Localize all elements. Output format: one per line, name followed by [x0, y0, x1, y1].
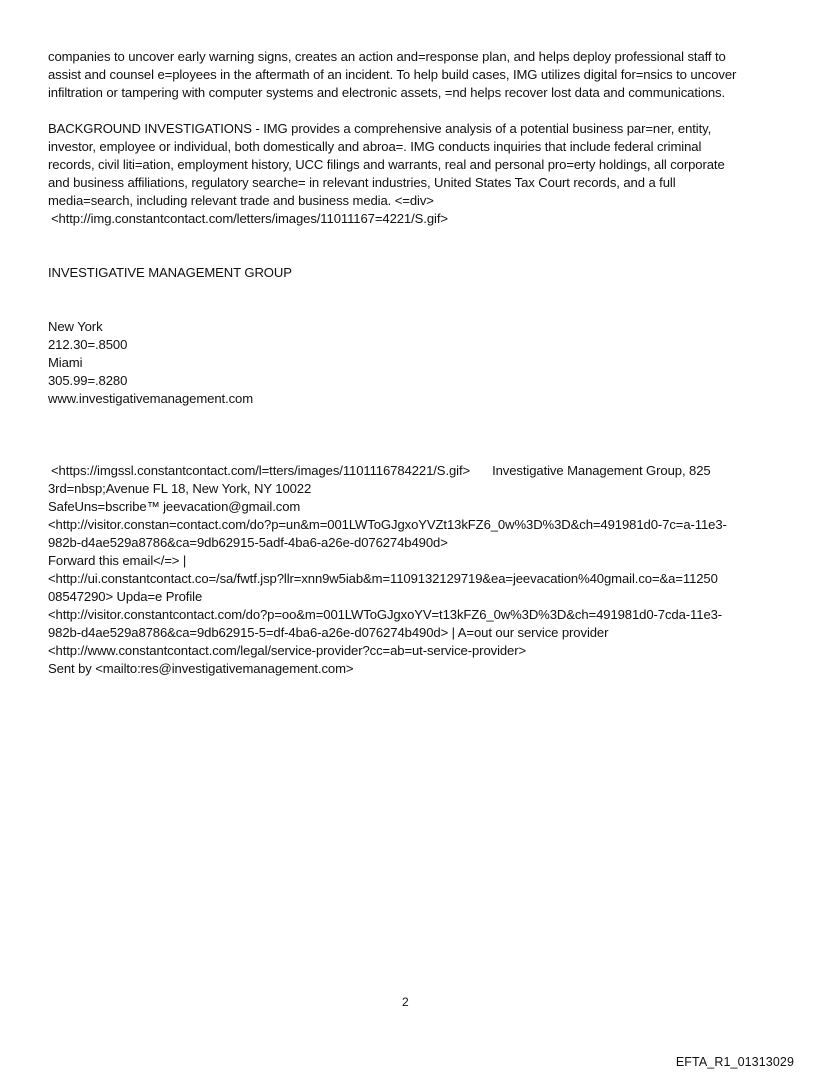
- intro-line: companies to uncover early warning signs, creates an action and=response plan, and helps deploy professional staff to: [48, 49, 726, 64]
- paragraph-spacer: [48, 282, 778, 318]
- contact-phone-miami: 305.99=.8280: [48, 373, 128, 388]
- footer-forward-url: <http://ui.constantcontact.co=/sa/fwtf.jsp?llr=xnn9w5iab&m=1109132129719&ea=jeevacation%40gmail.co=&a=11250: [48, 571, 718, 586]
- footer-address-line: 3rd=nbsp;Avenue FL 18, New York, NY 10022: [48, 481, 312, 496]
- contact-phone-new-york: 212.30=.8500: [48, 337, 128, 352]
- document-id: EFTA_R1_01313029: [675, 1055, 794, 1069]
- footer-image-url: <https://imgssl.constantcontact.com/l=tters/images/1101116784221/S.gif>: [51, 463, 471, 478]
- background-line: and business affiliations, regulatory searche= in relevant industries, United States Tax Court records, and a full: [48, 175, 676, 190]
- background-line: records, civil liti=ation, employment history, UCC filings and warrants, real and personal pro=erty holdings, all corporate: [48, 157, 725, 172]
- footer-first-line: [48, 462, 778, 480]
- footer-unsubscribe-url: <http://visitor.constan=contact.com/do?p=un&m=001LWToGJgxoYVZt13kFZ6_0w%3D%3D&ch=491981d0-7c=a-11e3-: [48, 517, 727, 532]
- footer-sent-by: Sent by <mailto:res@investigativemanagement.com>: [48, 661, 354, 676]
- footer-unsubscribe-line: SafeUns=bscribe™ jeevacation@gmail.com: [48, 499, 301, 514]
- footer-update-profile: 08547290> Upda=e Profile: [48, 589, 203, 604]
- background-line: media=search, including relevant trade and business media. <=div>: [48, 193, 434, 208]
- footer-service-provider-url: <http://www.constantcontact.com/legal/service-provider?cc=ab=ut-service-provider>: [48, 643, 527, 658]
- paragraph-spacer: [48, 228, 778, 264]
- email-body: [48, 48, 778, 678]
- contact-block: [48, 318, 778, 408]
- intro-paragraph: [48, 48, 778, 102]
- background-line: investor, employee or individual, both domestically and abroa=. IMG conducts inquiries that include federal criminal: [48, 139, 702, 154]
- background-line: BACKGROUND INVESTIGATIONS - IMG provides a comprehensive analysis of a potential business par=ner, entity,: [48, 121, 712, 136]
- paragraph-spacer: [48, 102, 778, 120]
- footer-company-address-start: Investigative Management Group, 825: [492, 463, 711, 478]
- footer-service-provider: 982b-d4ae529a8786&ca=9db62915-5=df-4ba6-a26e-d076274b490d> | A=out our service provider: [48, 625, 609, 640]
- contact-website: www.investigativemanagement.com: [48, 391, 254, 406]
- footer-forward-email: Forward this email</=> |: [48, 553, 187, 568]
- email-footer: [48, 462, 778, 678]
- paragraph-spacer: [48, 408, 778, 462]
- contact-city-miami: Miami: [48, 355, 83, 370]
- page-number: 2: [402, 995, 409, 1009]
- background-investigations-paragraph: [48, 120, 778, 228]
- intro-line: assist and counsel e=ployees in the aftermath of an incident. To help build cases, IMG utilizes digital for=nsics to uncover: [48, 67, 737, 82]
- company-name: INVESTIGATIVE MANAGEMENT GROUP: [48, 265, 292, 280]
- intro-line: infiltration or tampering with computer systems and electronic assets, =nd helps recover lost data and communications.: [48, 85, 726, 100]
- footer-update-profile-url: <http://visitor.constantcontact.com/do?p=oo&m=001LWToGJgxoYV=t13kFZ6_0w%3D%3D&ch=491981d0-7cda-11e3-: [48, 607, 723, 622]
- image-url-line: <http://img.constantcontact.com/letters/images/11011167=4221/S.gif>: [51, 211, 448, 226]
- footer-unsubscribe-url-cont: 982b-d4ae529a8786&ca=9db62915-5adf-4ba6-a26e-d076274b490d>: [48, 535, 448, 550]
- contact-city-new-york: New York: [48, 319, 103, 334]
